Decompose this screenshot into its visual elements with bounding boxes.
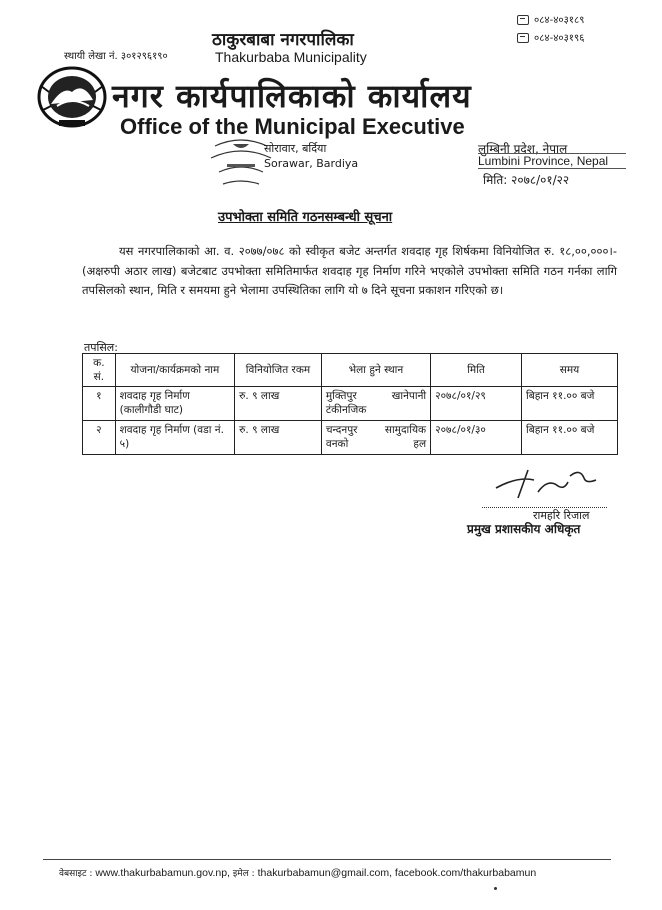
cell-amount: रु. ९ लाख <box>235 387 322 421</box>
cell-time: बिहान ११.०० बजे <box>521 387 617 421</box>
date-value: २०७८/०१/२२ <box>511 173 570 187</box>
table-header-row <box>83 354 618 387</box>
header-time: समय <box>521 354 617 387</box>
phone-number-1: ०८४-४०३१८९ <box>534 15 585 26</box>
municipality-name-en: Thakurbaba Municipality <box>215 49 367 65</box>
date-line <box>483 171 569 188</box>
province-np: लुम्बिनी प्रदेश, नेपाल <box>478 142 568 156</box>
municipality-name-np: ठाकुरबाबा नगरपालिका <box>212 30 354 50</box>
header-venue: भेला हुने स्थान <box>321 354 430 387</box>
signatory-title: प्रमुख प्रशासकीय अधिकृत <box>467 522 581 536</box>
office-title-en: Office of the Municipal Executive <box>120 114 465 139</box>
nepal-emblem-icon <box>37 66 107 128</box>
pan-line <box>64 48 168 62</box>
email-link[interactable]: thakurbabamun@gmail.com, <box>257 867 392 879</box>
pan-label: स्थायी लेखा नं. <box>64 51 118 62</box>
cell-venue: चन्दनपुर सामुदायिक वनको हल <box>321 421 430 455</box>
table-row <box>83 387 618 421</box>
notice-body: यस नगरपालिकाको आ. व. २०७७/०७८ को स्वीकृत बजेट अन्तर्गत शवदाह गृह शिर्षकमा विनियोजित रु. १८,००,०००।- (अक्षरुपी अठार लाख) बजेटबाट उपभोक्ता समितिमार्फत शवदाह गृह निर्माण गरिने भएकोले उपभोक्ता समिति गठन गर्नका लागि तपसिलको स्थान, मिति र समयमा हुने भेलामा उपस्थितिका लागि यो ७ दिने सूचना प्रकाशन गरिएको छ। <box>82 244 617 297</box>
cell-sn: १ <box>83 387 116 421</box>
notice-subject: उपभोक्ता समिति गठनसम्बन्धी सूचना <box>218 210 393 225</box>
cell-amount: रु. ९ लाख <box>235 421 322 455</box>
cell-sn: २ <box>83 421 116 455</box>
address-en: Sorawar, Bardiya <box>264 157 359 170</box>
footer <box>59 866 536 879</box>
table-label: तपसिल: <box>84 341 118 354</box>
website-link[interactable]: www.thakurbabamun.gov.np, <box>95 867 230 879</box>
website-label: वेबसाइट : <box>59 869 93 879</box>
cell-project: शवदाह गृह निर्माण (कालीगौडी घाट) <box>115 387 234 421</box>
email-label: इमेल : <box>232 869 255 879</box>
header-sn: क. सं. <box>83 354 116 387</box>
phone-number-2: ०८४-४०३१९६ <box>534 33 585 44</box>
header-amount: विनियोजित रकम <box>235 354 322 387</box>
footer-divider <box>43 859 611 860</box>
cell-venue: मुक्तिपुर खानेपानी टंकीनजिक <box>321 387 430 421</box>
header-date: मिति <box>431 354 522 387</box>
signatory-name: रामहरि रिजाल <box>533 509 590 522</box>
divider <box>478 168 626 169</box>
table-row <box>83 421 618 455</box>
cell-date: २०७८/०१/३० <box>431 421 522 455</box>
pan-number: ३०१२९६१९० <box>120 51 168 62</box>
header-project: योजना/कार्यक्रमको नाम <box>115 354 234 387</box>
province-en: Lumbini Province, Nepal <box>478 154 609 168</box>
cell-project: शवदाह गृह निर्माण (वडा नं. ५) <box>115 421 234 455</box>
office-title-np: नगर कार्यपालिकाको कार्यालय <box>112 77 472 115</box>
phone-icon <box>517 15 529 25</box>
phone-line-1 <box>517 12 584 26</box>
phone-icon <box>517 33 529 43</box>
schedule-table <box>82 353 618 455</box>
signature-icon <box>488 458 608 504</box>
speck <box>494 887 497 890</box>
date-label: मिति: <box>483 173 508 187</box>
cell-time: बिहान ११.०० बजे <box>521 421 617 455</box>
address-np: सोरावार, बर्दिया <box>264 142 327 155</box>
facebook-link[interactable]: facebook.com/thakurbabamun <box>394 867 537 879</box>
phone-line-2 <box>517 30 584 44</box>
cell-date: २०७८/०१/२९ <box>431 387 522 421</box>
